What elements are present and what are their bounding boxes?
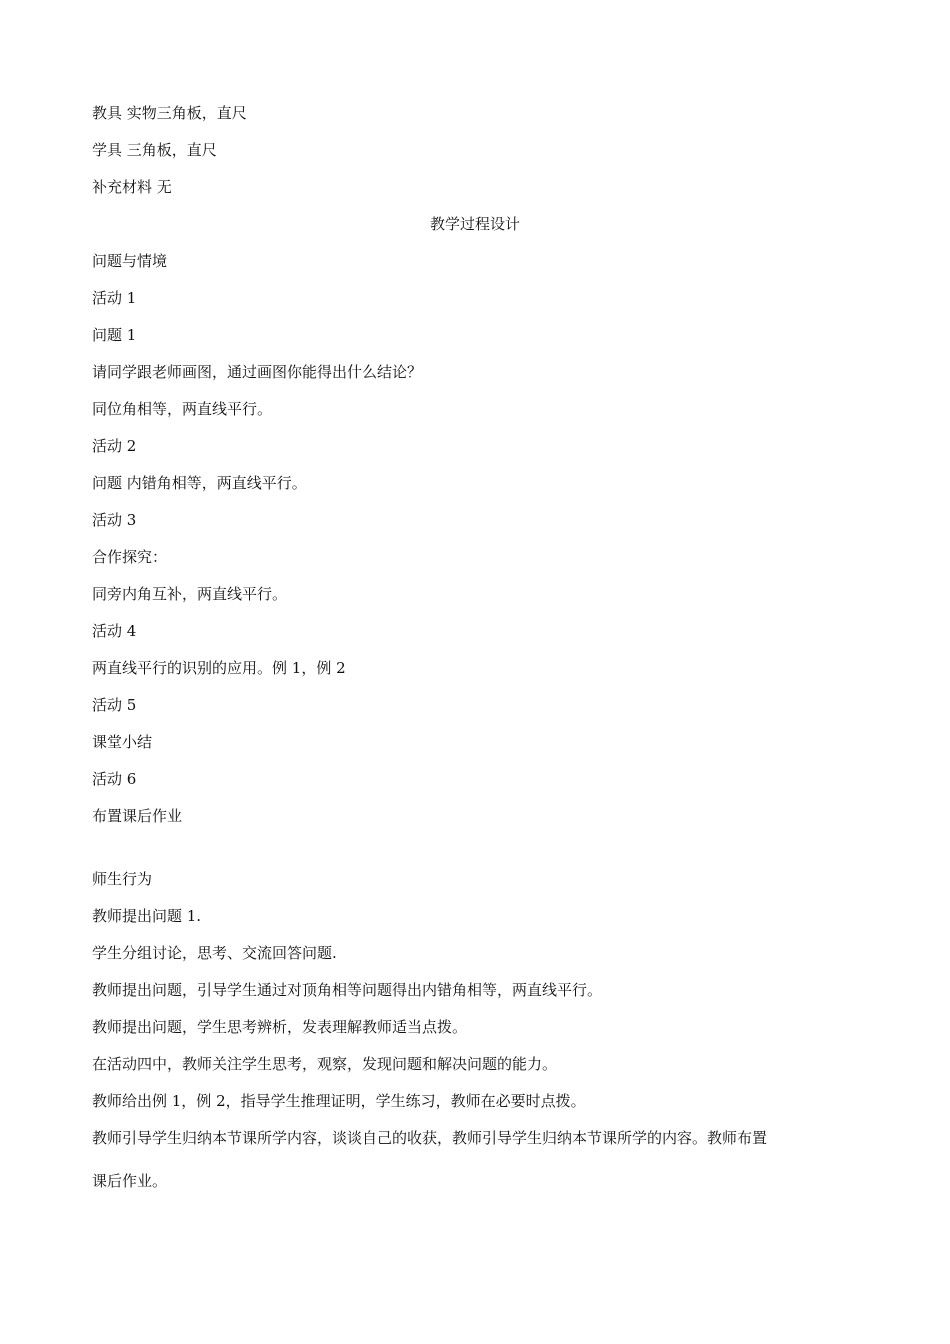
list-item: 同位角相等，两直线平行。 [92, 400, 273, 418]
list-item: 布置课后作业 [92, 807, 183, 825]
list-item: 教师提出问题 1. [92, 907, 202, 925]
list-item: 在活动四中，教师关注学生思考，观察，发现问题和解决问题的能力。 [92, 1055, 558, 1073]
list-item: 活动 2 [92, 437, 137, 455]
list-item: 合作探究： [92, 548, 168, 566]
list-item: 问题 1 [92, 326, 137, 344]
list-item: 学生分组讨论，思考、交流回答问题. [92, 944, 337, 962]
list-item: 活动 5 [92, 696, 137, 714]
list-item: 教师给出例 1，例 2，指导学生推理证明，学生练习，教师在必要时点拨。 [92, 1092, 586, 1110]
problem-situation-heading: 问题与情境 [92, 252, 168, 270]
list-item: 教师提出问题，学生思考辨析，发表理解教师适当点拨。 [92, 1018, 468, 1036]
list-item: 请同学跟老师画图，通过画图你能得出什么结论？ [92, 363, 423, 381]
list-item: 问题 内错角相等，两直线平行。 [92, 474, 307, 492]
list-item: 课堂小结 [92, 733, 153, 751]
list-item: 教师引导学生归纳本节课所学内容，谈谈自己的收获，教师引导学生归纳本节课所学的内容。教师布置 [92, 1129, 768, 1147]
list-item: 活动 6 [92, 770, 137, 788]
supplementary-materials-line: 补充材料 无 [92, 178, 172, 196]
list-item: 两直线平行的识别的应用。例 1，例 2 [92, 659, 346, 677]
list-item: 教师提出问题，引导学生通过对顶角相等问题得出内错角相等，两直线平行。 [92, 981, 603, 999]
section-title: 教学过程设计 [429, 215, 520, 233]
teaching-aids-line: 教具 实物三角板，直尺 [92, 104, 247, 122]
teacher-student-heading: 师生行为 [92, 870, 153, 888]
list-item: 活动 1 [92, 289, 137, 307]
list-item: 同旁内角互补，两直线平行。 [92, 585, 288, 603]
student-tools-line: 学具 三角板，直尺 [92, 141, 217, 159]
list-item: 活动 3 [92, 511, 137, 529]
list-item: 活动 4 [92, 622, 137, 640]
list-item: 课后作业。 [92, 1172, 168, 1190]
